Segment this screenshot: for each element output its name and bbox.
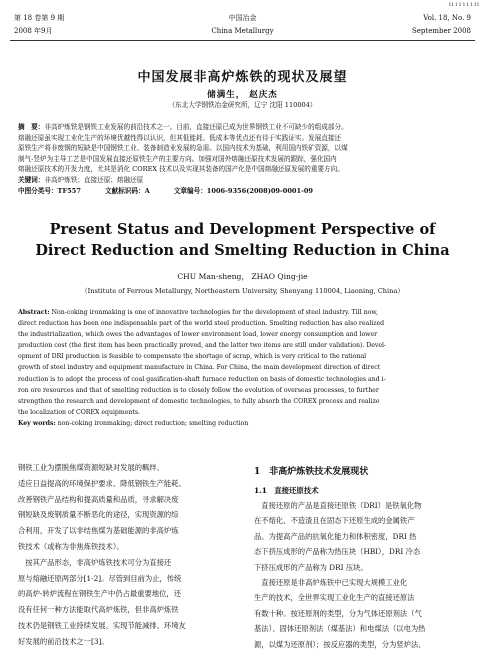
abstract-en-line: direct reduction has been one indispensable part of the world steel production. Smelting reduction has also realized xyxy=(18,320,385,328)
abstract-en-line: opment of DRI production is feasible to compensate the shortage of scrap, which is very critical to the rational xyxy=(18,353,367,361)
authors-en: CHU Man-sheng， ZHAO Qing-jie xyxy=(177,272,308,281)
affiliation-cn: （东北大学钢铁冶金研究所，辽宁 沈阳 110004） xyxy=(168,101,317,109)
journal-name-en: China Metallurgy xyxy=(211,27,274,35)
body-line: 原与熔融还原两部分[1-2]。尽管到目前为止，传统 xyxy=(18,573,182,583)
title-cn: 中国发展非高炉炼铁的现状及展望 xyxy=(137,70,348,85)
body-right-column xyxy=(254,464,470,652)
body-line: 直接还原的产品是直接还原铁（DRI）是铁氧化物 xyxy=(254,501,422,510)
journal-date-cn: 2008 年9月 xyxy=(14,27,53,35)
abstract-en-line: Non-coking ironmaking is one of innovative technologies for the development of steel industry. Till now, xyxy=(51,309,378,316)
body-line: 在不熔化、不造渣且在固态下还原生成的金属铁产 xyxy=(254,516,415,526)
journal-volume-en: Vol. 18, No. 9 xyxy=(423,14,471,22)
keywords-en-label: Key words: xyxy=(18,419,56,427)
body-line: 生产的技术，全世界实现工业化生产的直接还原法 xyxy=(254,593,415,603)
abstract-cn-line: 熔融还原技术的开发力度，尤其是消化 COREX 技术以及实现其装备的国产化是中国熔融还原发展的重要方向。 xyxy=(18,165,344,174)
body-line: 合利用，开发了以非结焦煤为基础能源的非高炉炼 xyxy=(18,526,179,536)
abstract-en xyxy=(18,307,472,429)
keywords-cn-label: 关键词： xyxy=(18,175,45,184)
abstract-cn-line: 非高炉炼铁是钢铁工业发展的前沿技术之一。目前，直接还原已成为世界钢铁工业不可缺少的组成部分。 xyxy=(44,123,348,131)
authors-cn: 储满生， 赵庆杰 xyxy=(207,90,278,100)
body-line: 钢短缺及废钢质量不断恶化的途径，实现资源的综 xyxy=(18,510,179,520)
abstract-cn-line: 熔融还原虽实现工业化生产的环境优越性得以认识，但其低能耗、低成本等优点还有待于实践证实。发展直接还 xyxy=(18,133,342,142)
abstract-en-line: the localization of COREX equipments. xyxy=(18,408,141,416)
body-line: 的高炉-转炉流程在钢铁生产中仍占最重要地位，还 xyxy=(18,589,181,599)
body-line: 没有任何一种方法能取代高炉炼铁，但非高炉炼铁 xyxy=(18,605,179,615)
body-line: 好发展的前沿技术之一[3]。 xyxy=(18,636,109,646)
body-line: 铁技术（或称为非焦炼铁技术）。 xyxy=(18,541,124,551)
classification-code: 中图分类号：TF557 xyxy=(18,186,81,195)
abstract-en-line: the industrialization, which owes the advantages of lower environment load, lower energy consumption and lower xyxy=(18,331,378,339)
abstract-cn-line: 原铁生产将非废钢的短缺是中国钢铁工业、装备制造业发展的急需。以国内技术为基础，利用国内铁矿资源，以煤 xyxy=(18,144,348,153)
journal-volume: 第 18 卷第 9 期 xyxy=(14,14,65,22)
title-en-line-2: Direct Reduction and Smelting Reduction in China xyxy=(35,242,450,259)
subsection-heading: 1.1 直接还原技术 xyxy=(254,486,319,495)
journal-date-en: September 2008 xyxy=(411,27,471,35)
affiliation-en: （Institute of Ferrous Metallurgy, Northeastern University, Shenyang 110004, Liaoning, China） xyxy=(81,287,404,295)
body-line: 按其产品形态，非高炉炼铁技术可分为直接还 xyxy=(18,557,172,567)
body-left-column xyxy=(18,460,238,650)
body-line: 下挤压成形的产品称为 DRI 压块。 xyxy=(254,562,368,572)
abstract-cn-line: 制气-竖炉为主导工艺是中国发展直接还原铁生产的主要方向。加强对国外熔融还原技术发展的跟踪，强化国内 xyxy=(18,154,337,163)
abstract-en-label: Abstract: xyxy=(18,309,50,316)
body-line: 基法）、固体还原剂法（煤基法）和电煤法（以电为热 xyxy=(254,624,426,634)
body-line: 技术仍是钢铁工业持续发展、实现节能减排、环境友 xyxy=(18,620,186,630)
abstract-en-line: production cost (the first item has been practically proved, and the latter two items are still under validation). Devel- xyxy=(18,342,387,350)
keywords-en: non-coking ironmaking; direct reduction; smelting reduction xyxy=(57,419,249,427)
body-line: 直接还原是非高炉炼铁中已实现大规模工业化 xyxy=(254,578,408,588)
body-line: 改善钢铁产品结构和提高质量和品质，寻求解决废 xyxy=(18,494,179,504)
abstract-en-line: ron ore resources and that of smelting reduction is to closely follow the evolution of overseas processes, to further xyxy=(18,386,379,394)
abstract-en-line: reduction is to adopt the process of coal gasification-shaft furnace reduction on basis of domestic technologies and i- xyxy=(18,375,386,383)
body-line: 源，以煤为还原剂）；按反应器的类型，分为竖炉法、 xyxy=(254,639,426,649)
article-number: 文章编号：1006-9356(2008)09-0001-09 xyxy=(173,186,314,195)
corner-scan-marks: 11 1 1 1 1 1 11 xyxy=(448,2,479,8)
header-rule xyxy=(10,40,475,41)
abstract-cn-label: 摘 要： xyxy=(18,123,45,131)
journal-name-cn: 中国冶金 xyxy=(228,14,257,22)
keywords-cn: 非高炉炼铁；直接还原；熔融还原 xyxy=(44,175,144,184)
abstract-en-line: growth of steel industry and equipment manufacture in China. For China, the main development direction of direct xyxy=(18,364,381,372)
body-line: 适应日益提高的环境保护要求、降低钢铁生产能耗、 xyxy=(18,478,186,488)
abstract-en-line: strengthen the research and development of domestic technologies, to fully absorb the COREX process and realize xyxy=(18,397,380,405)
body-line: 态下挤压成形的产品称为热压块（HBI），DRI 冷态 xyxy=(254,547,421,557)
section-heading: 1 非高炉炼铁技术发展现状 xyxy=(254,467,369,477)
body-line: 品。为提高产品的抗氧化能力和体积密度，DRI 热 xyxy=(254,531,417,541)
title-en-line-1: Present Status and Development Perspective of xyxy=(49,221,436,238)
body-line: 钢铁工业为摆脱焦煤资源短缺对发展的羁绊、 xyxy=(18,463,164,472)
abstract-cn xyxy=(18,122,472,196)
body-line: 有数十种。按还原剂的类型，分为气体还原剂法（气 xyxy=(254,608,422,618)
document-code: 文献标识码：A xyxy=(105,186,150,195)
